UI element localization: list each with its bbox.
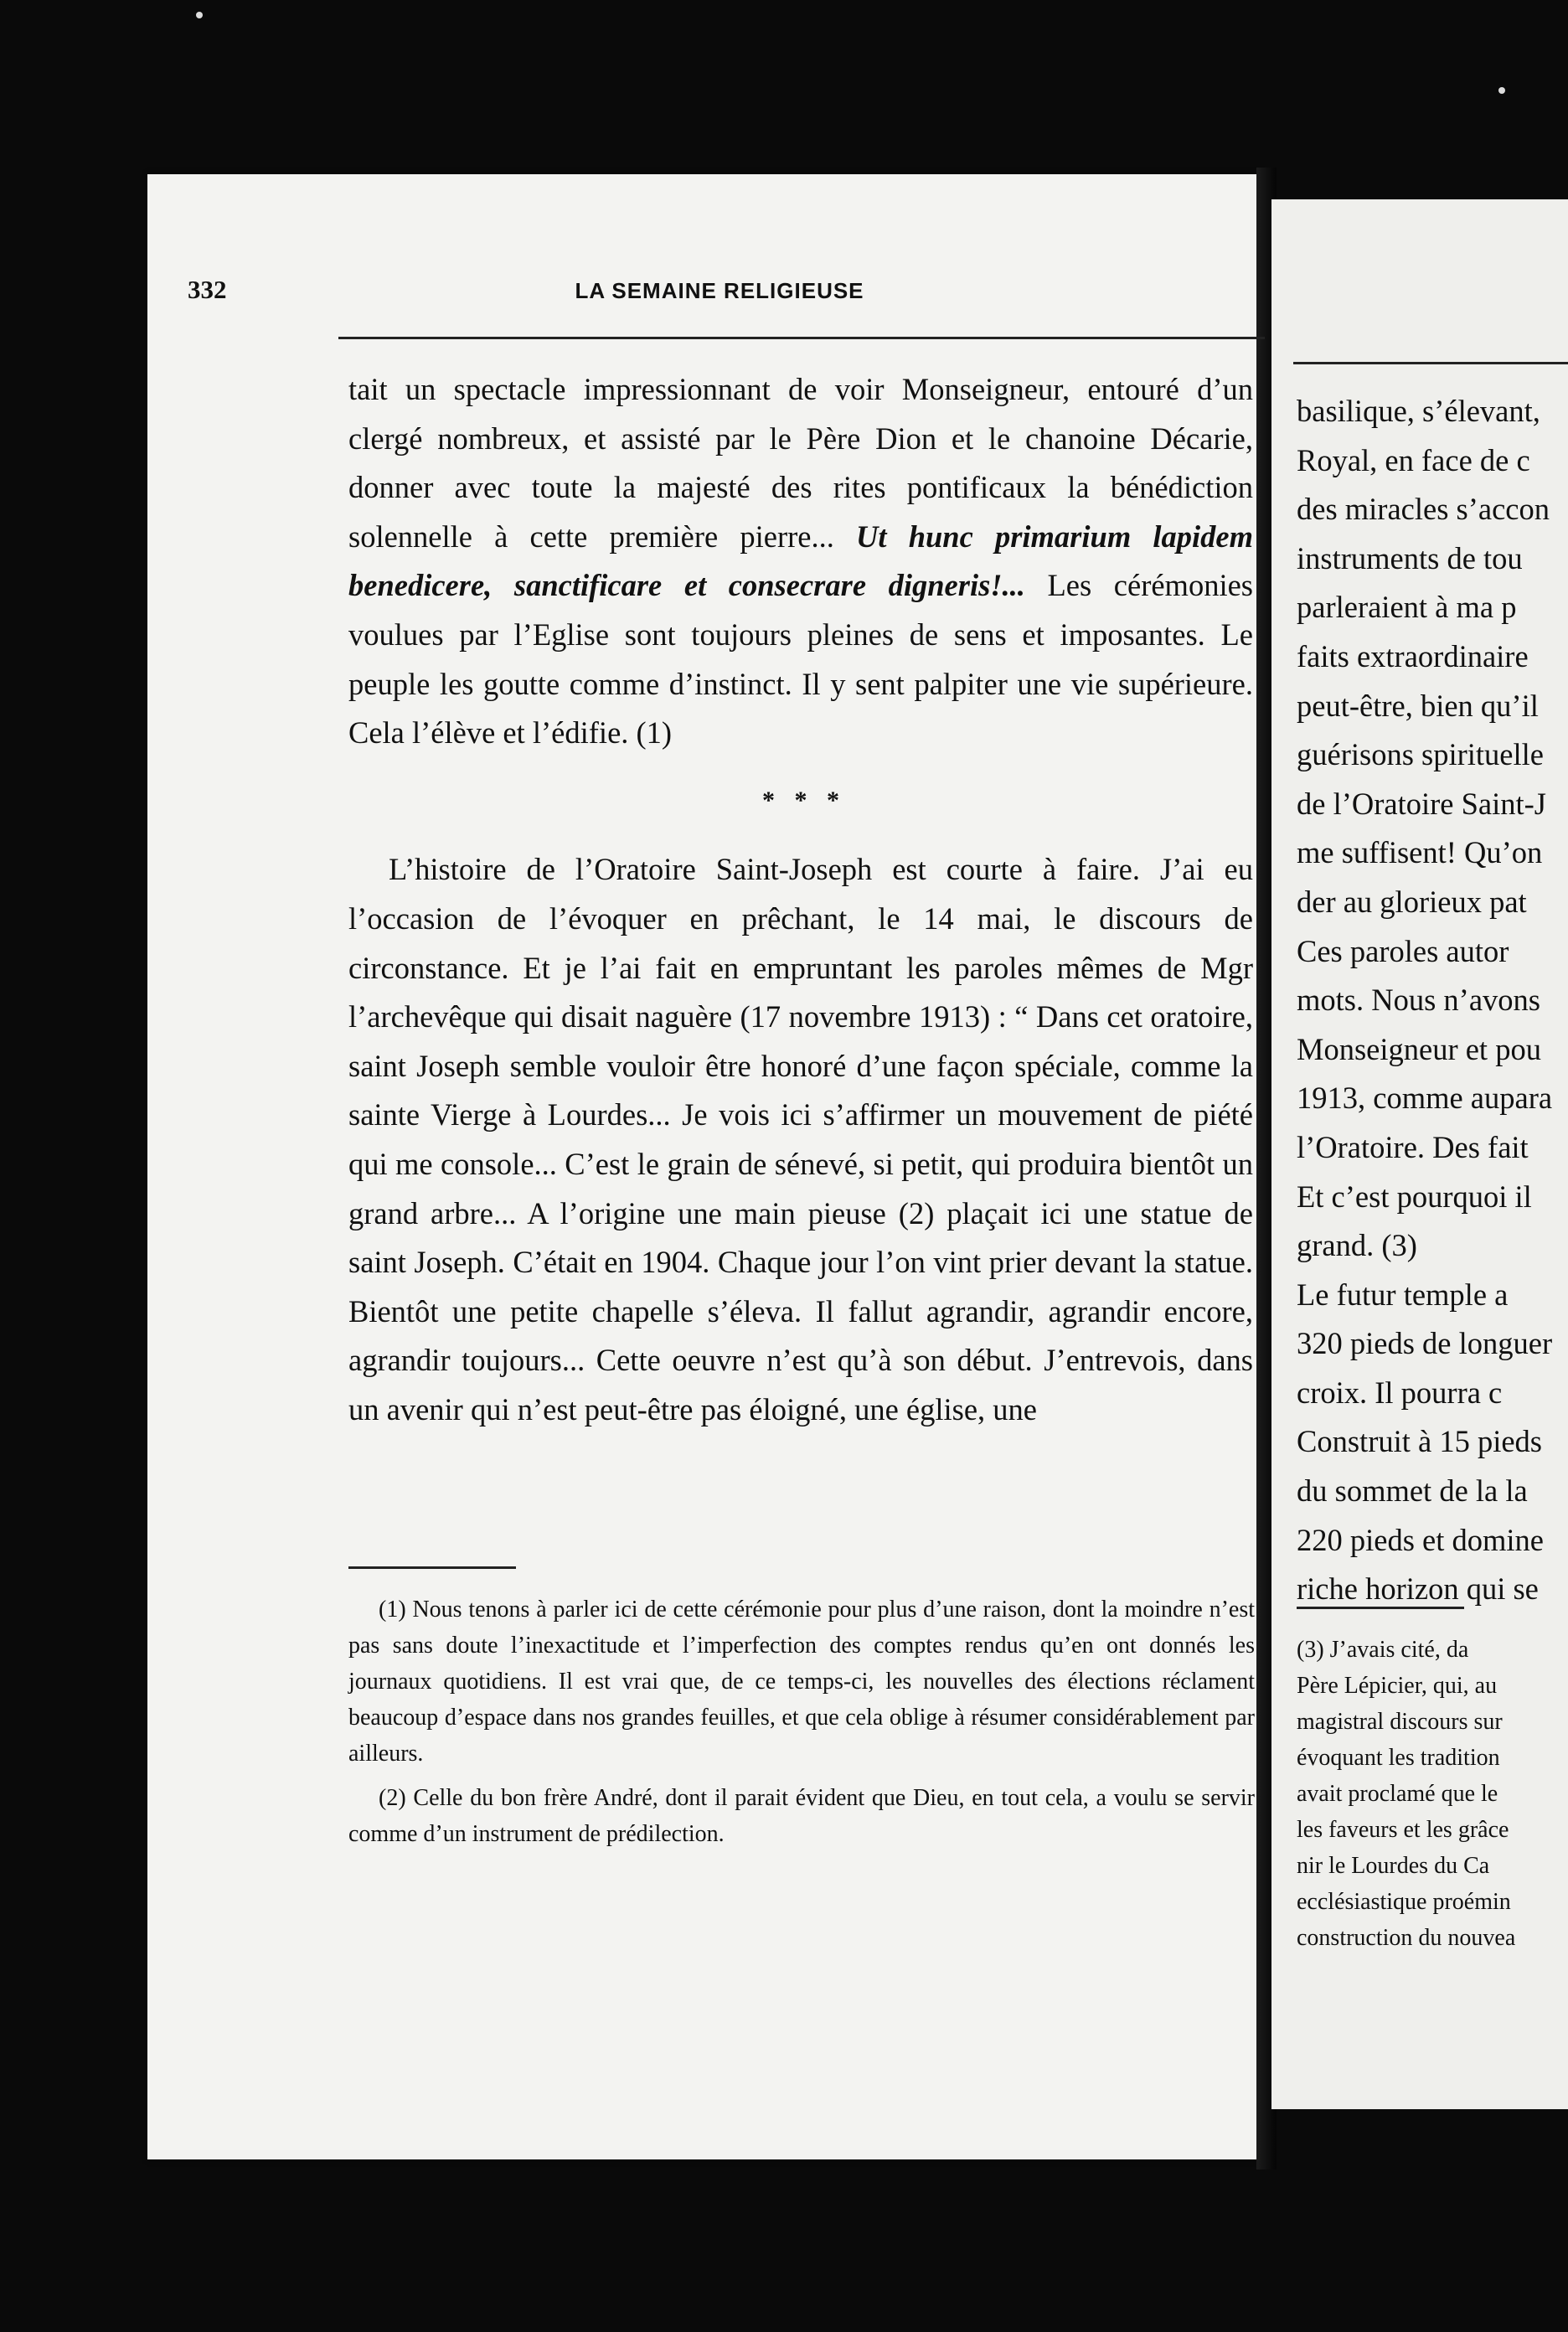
right-page-line: peut-être, bien qu’il [1297,688,1539,723]
right-page-line: de l’Oratoire Saint-J [1297,786,1546,821]
latin-quote: Ut hunc primarium lapidem benedicere, sanctificare et consecrare digneris!... [348,519,1253,603]
right-page-line: 320 pieds de longuer [1297,1326,1553,1361]
right-page-line: Monseigneur et pou [1297,1031,1541,1066]
right-footnote-line: nir le Lourdes du Ca [1297,1853,1490,1879]
right-page-line: basilique, s’élevant, [1297,394,1540,428]
footnote-rule [348,1566,516,1569]
footnotes [348,1592,1255,1860]
right-page-line: grand. (3) [1297,1228,1417,1263]
right-footnote-line: évoquant les tradition [1297,1745,1500,1771]
paragraph-1: tait un spectacle impressionnant de voir Monseigneur, entouré d’un clergé nombreux, et assisté par le Père Dion et le chanoine Décarie, donner avec toute la majesté des rites pontificaux la bénédiction solennelle à cette première pierre... Ut hunc primarium lapidem benedicere, sanctificare et consecrare digneris!... Les cérémonies voulues par l’Eglise sont toujours pleines de sens et imposantes. Le peuple les goutte comme d’instinct. Il y sent palpiter une vie supérieure. Cela l’élève et l’édifie. (1) [348,372,1253,751]
right-page-line: riche horizon qui se [1297,1571,1539,1607]
right-page-line: croix. Il pourra c [1297,1375,1503,1410]
right-page-text [1297,387,1568,1614]
section-separator: * * * [762,786,839,814]
right-page [1271,199,1568,2109]
right-footnote-line: avait proclamé que le [1297,1781,1498,1807]
right-footnote-line: (3) J’avais cité, da [1297,1637,1469,1663]
right-page-line: Construit à 15 pieds [1297,1424,1542,1459]
right-page-footnote [1297,1632,1568,1956]
right-page-line: Ces paroles autor [1297,933,1509,968]
right-page-line: Et c’est pourquoi il [1297,1179,1532,1214]
right-page-line: instruments de tou [1297,540,1523,575]
right-page-line: 1913, comme aupara [1297,1081,1553,1116]
right-footnote-line: les faveurs et les grâce [1297,1817,1509,1843]
right-page-line: Royal, en face de c [1297,442,1530,477]
right-page-line: faits extraordinaire [1297,638,1529,673]
footnote-2: (2) Celle du bon frère André, dont il parait évident que Dieu, en tout cela, a voulu se servir comme d’un instrument de prédilection. [348,1785,1255,1847]
right-page-line: guérisons spirituelle [1297,737,1544,772]
dust-speck [196,12,203,18]
right-page-line: des miracles s’accon [1297,492,1550,527]
right-page-line: me suffisent! Qu’on [1297,835,1543,870]
right-page-line: 220 pieds et domine [1297,1522,1544,1557]
paragraph-2: L’histoire de l’Oratoire Saint-Joseph est courte à faire. J’ai eu l’occasion de l’évoquer en prêchant, le 14 mai, le discours de circonstance. Et je l’ai fait en empruntant les paroles mêmes de Mgr l’archevêque qui disait naguère (17 novembre 1913) : “ Dans cet oratoire, saint Joseph semble vouloir être honoré d’une façon spéciale, comme la sainte Vierge à Lourdes... Je vois ici s’affirmer un mouvement de piété qui me console... C’est le grain de sénevé, si petit, qui produira bientôt un grand arbre... A l’origine une main pieuse (2) plaçait ici une statue de saint Joseph. C’était en 1904. Chaque jour l’on vint prier devant la statue. Bientôt une petite chapelle s’éleva. Il fallut agrandir, agrandir encore, agrandir toujours... Cette oeuvre n’est qu’à son début. J’entrevois, dans un avenir qui n’est peut-être pas éloigné, une église, une [348,852,1253,1427]
page-number: 332 [188,275,227,304]
right-page-line: parleraient à ma p [1297,590,1517,625]
running-title: LA SEMAINE RELIGIEUSE [575,278,864,303]
footnote-1: (1) Nous tenons à parler ici de cette cérémonie pour plus d’une raison, dont la moindre n’est pas sans doute l’inexactitude et l’imperfection des comptes rendus qu’en ont donnés les journaux quotidiens. Il est vrai que, de ce temps-ci, les nouvelles des élections réclament beaucoup d’espace dans nos grandes feuilles, et que cela oblige à résumer considérablement par ailleurs. [348,1597,1255,1767]
header-rule [338,337,1265,339]
right-page-line: l’Oratoire. Des fait [1297,1129,1529,1164]
right-footnote-line: ecclésiastique proémin [1297,1889,1511,1915]
right-page-line: Le futur temple a [1297,1277,1509,1312]
right-header-rule [1293,362,1568,364]
right-footnote-rule [1297,1607,1464,1609]
right-page-line: mots. Nous n’avons [1297,983,1540,1018]
right-footnote-line: Père Lépicier, qui, au [1297,1673,1498,1699]
running-header [188,275,1251,312]
right-page-line: der au glorieux pat [1297,884,1527,919]
right-page-line: du sommet de la la [1297,1473,1528,1509]
right-footnote-line: magistral discours sur [1297,1709,1503,1735]
main-text [348,365,1253,1434]
right-footnote-line: construction du nouvea [1297,1925,1516,1951]
dust-speck [1498,87,1505,94]
